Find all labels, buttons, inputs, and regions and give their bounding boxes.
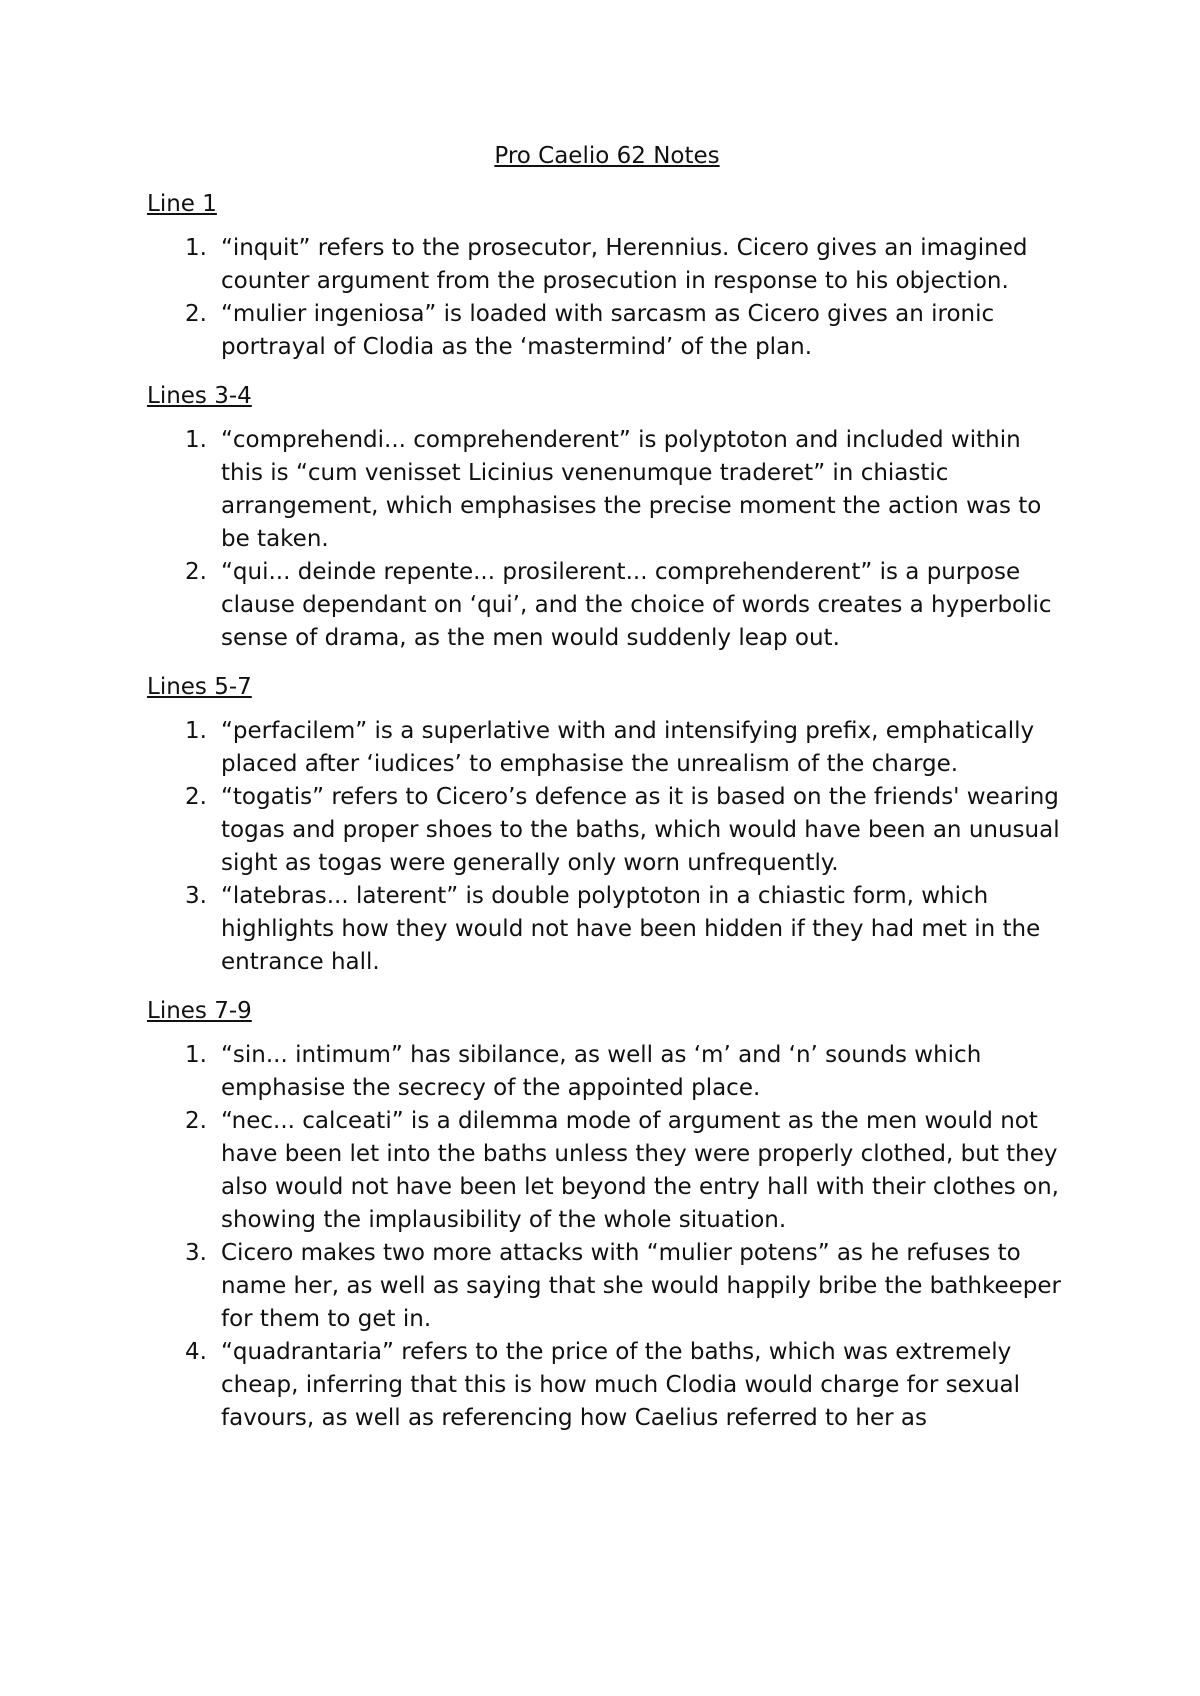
section-heading: Lines 5-7 bbox=[147, 674, 252, 700]
item-number: 4. bbox=[185, 1339, 207, 1365]
item-number: 1. bbox=[185, 427, 207, 453]
item-text: “perfacilem” is a superlative with and intensifying prefix, emphatically placed after ‘iudices’ to emphasise the unrealism of the charge. bbox=[221, 718, 1035, 777]
section-lines-3-4 bbox=[147, 380, 1067, 655]
item-text: “nec... calceati” is a dilemma mode of argument as the men would not have been let into the baths unless they were properly clothed, but they also would not have been let beyond the entry hall with their clothes on, showing the implausibility of the whole situation. bbox=[221, 1108, 1059, 1233]
list-item bbox=[147, 1237, 1067, 1336]
item-number: 2. bbox=[185, 784, 207, 810]
list-item bbox=[147, 1105, 1067, 1237]
section-heading: Line 1 bbox=[147, 191, 217, 217]
list-item bbox=[147, 781, 1067, 880]
section-heading: Lines 3-4 bbox=[147, 383, 252, 409]
item-number: 1. bbox=[185, 235, 207, 261]
list-item bbox=[147, 880, 1067, 979]
note-list bbox=[147, 424, 1067, 655]
list-item bbox=[147, 715, 1067, 781]
item-number: 3. bbox=[185, 1240, 207, 1266]
list-item bbox=[147, 424, 1067, 556]
section-heading: Lines 7-9 bbox=[147, 998, 252, 1024]
item-text: “inquit” refers to the prosecutor, Herennius. Cicero gives an imagined counter argument from the prosecution in response to his objection. bbox=[221, 235, 1028, 294]
item-number: 1. bbox=[185, 718, 207, 744]
list-item bbox=[147, 232, 1067, 298]
item-text: “mulier ingeniosa” is loaded with sarcasm as Cicero gives an ironic portrayal of Clodia as the ‘mastermind’ of the plan. bbox=[221, 301, 995, 360]
item-text: “qui... deinde repente... prosilerent... comprehenderent” is a purpose clause dependant on ‘qui’, and the choice of words creates a hyperbolic sense of drama, as the men would suddenly leap out. bbox=[221, 559, 1052, 651]
list-item bbox=[147, 556, 1067, 655]
note-list bbox=[147, 1039, 1067, 1435]
item-number: 2. bbox=[185, 559, 207, 585]
item-text: “togatis” refers to Cicero’s defence as it is based on the friends' wearing togas and proper shoes to the baths, which would have been an unusual sight as togas were generally only worn unfrequently. bbox=[221, 784, 1060, 876]
document-title: Pro Caelio 62 Notes bbox=[494, 143, 720, 169]
list-item bbox=[147, 298, 1067, 364]
item-number: 2. bbox=[185, 1108, 207, 1134]
document-page bbox=[147, 140, 1067, 1451]
section-line-1 bbox=[147, 188, 1067, 364]
item-text: “latebras... laterent” is double polyptoton in a chiastic form, which highlights how they would not have been hidden if they had met in the entrance hall. bbox=[221, 883, 1041, 975]
section-lines-7-9 bbox=[147, 995, 1067, 1435]
note-list bbox=[147, 715, 1067, 979]
item-text: Cicero makes two more attacks with “mulier potens” as he refuses to name her, as well as saying that she would happily bribe the bathkeeper for them to get in. bbox=[221, 1240, 1061, 1332]
list-item bbox=[147, 1336, 1067, 1435]
item-text: “sin... intimum” has sibilance, as well as ‘m’ and ‘n’ sounds which emphasise the secrecy of the appointed place. bbox=[221, 1042, 982, 1101]
item-number: 2. bbox=[185, 301, 207, 327]
list-item bbox=[147, 1039, 1067, 1105]
item-number: 3. bbox=[185, 883, 207, 909]
item-text: “quadrantaria” refers to the price of the baths, which was extremely cheap, inferring that this is how much Clodia would charge for sexual favours, as well as referencing how Caelius referred to her as bbox=[221, 1339, 1021, 1431]
note-list bbox=[147, 232, 1067, 364]
section-lines-5-7 bbox=[147, 671, 1067, 979]
item-number: 1. bbox=[185, 1042, 207, 1068]
item-text: “comprehendi... comprehenderent” is polyptoton and included within this is “cum venisset Licinius venenumque traderet” in chiastic arrangement, which emphasises the precise moment the action was to be taken. bbox=[221, 427, 1042, 552]
